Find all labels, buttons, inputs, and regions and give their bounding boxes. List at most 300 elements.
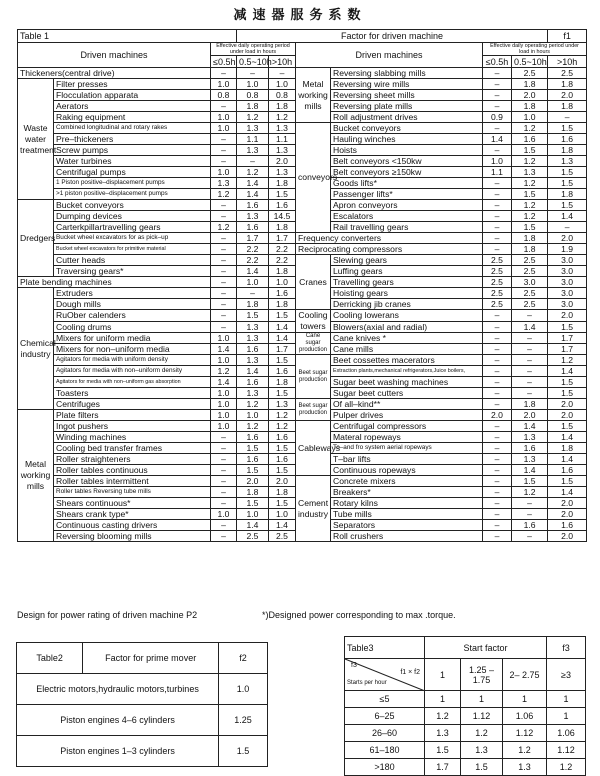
factor-value: 2.0 xyxy=(269,156,296,167)
factor-value: – xyxy=(211,156,237,167)
factor-value: – xyxy=(512,498,548,509)
factor-value: 1.0 xyxy=(483,156,512,167)
machine-name: Blowers(axial and radial) xyxy=(331,321,483,333)
table3-label: Table3 xyxy=(345,637,425,659)
factor-value: 1.3 xyxy=(512,167,548,178)
machine-name: Centrifugal pumps xyxy=(54,167,211,178)
factor-value: – xyxy=(211,310,237,322)
diag-starts: Starts per hour xyxy=(347,680,387,686)
factor-value: 2.0 xyxy=(512,90,548,101)
machine-name: Extraction plants,mechanical refrigerators,Juice boilers, xyxy=(331,366,483,377)
category-label: Cane sugar production xyxy=(296,333,331,355)
factor-value: 1.5 xyxy=(548,388,587,399)
factor-value: 1.3 xyxy=(512,432,548,443)
table3-col: 1 xyxy=(425,659,461,691)
factor-value: 1.7 xyxy=(237,233,269,244)
factor-value: 2.5 xyxy=(512,68,548,79)
factor-value: – xyxy=(483,90,512,101)
factor-value: 1.2 xyxy=(211,366,237,377)
machine-name: Hauling winches xyxy=(331,134,483,145)
factor-value: – xyxy=(483,68,512,79)
machine-name: Combined longitudinal and rotary rakes xyxy=(54,123,211,134)
table-row xyxy=(345,725,586,742)
note-design-power: Design for power rating of driven machine P2 xyxy=(17,610,198,620)
machine-name: Tube mills xyxy=(331,509,483,520)
factor-value: 1.5 xyxy=(269,310,296,322)
machine-name: Dumping devices xyxy=(54,211,211,222)
machine-name: Winding machines xyxy=(54,432,211,443)
factor-value: 1.2 xyxy=(211,189,237,200)
category-label: Beet sugar production xyxy=(296,355,331,399)
factor-value: 1.2 xyxy=(512,123,548,134)
table-row xyxy=(18,421,587,432)
factor-value: 1.4 xyxy=(512,421,548,432)
machine-name: Hoists xyxy=(331,145,483,156)
factor-value: 2.5 xyxy=(512,288,548,299)
driven-machine-factor-table xyxy=(17,29,587,542)
table3-f: f3 xyxy=(547,637,586,659)
factor-value: 1.5 xyxy=(512,145,548,156)
factor-value: 1.3 xyxy=(512,454,548,465)
factor-value: – xyxy=(483,443,512,454)
table3-title: Start factor xyxy=(425,637,547,659)
start-factor-value: 1.2 xyxy=(547,759,586,776)
machine-name: Reciprocating compressors xyxy=(296,244,483,255)
factor-value: 1.4 xyxy=(237,178,269,189)
factor-value: – xyxy=(483,310,512,322)
note-max-torque: *)Designed power corresponding to max .torque. xyxy=(262,610,456,620)
factor-value: – xyxy=(548,112,587,123)
factor-value: 1.5 xyxy=(269,465,296,476)
factor-value: 1.8 xyxy=(237,299,269,310)
machine-name: Roller straighteners xyxy=(54,454,211,465)
factor-value: 1.2 xyxy=(237,421,269,432)
machine-name: Bucket wheel excavators for primitive material xyxy=(54,244,211,255)
factor-value: – xyxy=(211,432,237,443)
machine-name: Reversing sheet mills xyxy=(331,90,483,101)
machine-name: Escalators xyxy=(331,211,483,222)
factor-value: 1.5 xyxy=(269,498,296,509)
machine-name: Cutter heads xyxy=(54,255,211,266)
machine-name: Roll adjustment drives xyxy=(331,112,483,123)
factor-value: 1.8 xyxy=(548,443,587,454)
factor-value: – xyxy=(483,189,512,200)
start-factor-value: 1 xyxy=(503,691,547,708)
factor-value: – xyxy=(211,266,237,277)
factor-value: 1.6 xyxy=(548,465,587,476)
table-row xyxy=(18,123,587,134)
machine-name: Goods lifts* xyxy=(331,178,483,189)
factor-value: 1.0 xyxy=(237,410,269,421)
factor-value: 3.0 xyxy=(548,299,587,310)
factor-value: 1.4 xyxy=(269,333,296,344)
machine-name: Beet cossettes macerators xyxy=(331,355,483,366)
machine-name: Toasters xyxy=(54,388,211,399)
factor-value: 3.0 xyxy=(548,255,587,266)
factor-value: 2.5 xyxy=(548,68,587,79)
col-hours: ≤0.5h xyxy=(211,56,237,68)
machine-name: Derricking jib cranes xyxy=(331,299,483,310)
machine-name: Agitators for media with non–uniform density xyxy=(54,366,211,377)
factor-value: 1.7 xyxy=(548,344,587,355)
factor-value: 1.0 xyxy=(211,333,237,344)
machine-name: Cooling lowerans xyxy=(331,310,483,322)
factor-value: 1.6 xyxy=(269,454,296,465)
factor-value: 1.8 xyxy=(512,399,548,410)
start-factor-value: 1.2 xyxy=(503,742,547,759)
machine-name: Luffing gears xyxy=(331,266,483,277)
factor-value: 1.5 xyxy=(269,388,296,399)
machine-name: Roller tables Reversing tube mills xyxy=(54,487,211,498)
machine-name: Passenger lifts* xyxy=(331,189,483,200)
factor-value: 1.0 xyxy=(211,388,237,399)
factor-value: 1.0 xyxy=(211,79,237,90)
table-row xyxy=(18,310,587,322)
factor-value: 1.6 xyxy=(548,134,587,145)
machine-name: Frequency converters xyxy=(296,233,483,244)
factor-value: 1.5 xyxy=(512,189,548,200)
factor-value: 1.4 xyxy=(269,321,296,333)
factor-value: 1.5 xyxy=(237,443,269,454)
factor-value: 1.8 xyxy=(548,145,587,156)
factor-value: 2.2 xyxy=(269,244,296,255)
factor-value: 1.0 xyxy=(211,410,237,421)
factor-value: – xyxy=(269,68,296,79)
machine-name: Dough mills xyxy=(54,299,211,310)
factor-value: 1.4 xyxy=(483,134,512,145)
machine-name: Flocculation apparata xyxy=(54,90,211,101)
factor-value: 2.0 xyxy=(548,90,587,101)
factor-value: 1.8 xyxy=(269,101,296,112)
factor-value: – xyxy=(483,355,512,366)
machine-name: Hoisting gears xyxy=(331,288,483,299)
prime-mover-factor: 1.5 xyxy=(219,736,268,767)
factor-value: 1.5 xyxy=(548,476,587,487)
factor-value: 1.7 xyxy=(269,344,296,355)
machine-name: Ingot pushers xyxy=(54,421,211,432)
machine-name: Agitators for media with non–uniform gas absorption xyxy=(54,377,211,388)
factor-value: – xyxy=(483,377,512,388)
machine-name: Centrifuges xyxy=(54,399,211,410)
factor-value: 1.6 xyxy=(237,432,269,443)
factor-value: 2.5 xyxy=(483,277,512,288)
factor-value: 1.3 xyxy=(237,145,269,156)
factor-value: 1.4 xyxy=(548,366,587,377)
machine-name: Agitators for media with uniform density xyxy=(54,355,211,366)
factor-value: 1.6 xyxy=(269,432,296,443)
factor-value: – xyxy=(237,68,269,79)
factor-value: 1.3 xyxy=(269,167,296,178)
table1-title: Factor for driven machine xyxy=(237,30,548,43)
factor-value: 2.0 xyxy=(548,310,587,322)
machine-name: Bucket wheel excavators for as pick–up xyxy=(54,233,211,244)
factor-value: 2.0 xyxy=(483,410,512,421)
machine-name: Mixers for non–uniform media xyxy=(54,344,211,355)
factor-value: 1.6 xyxy=(512,443,548,454)
factor-value: 1.4 xyxy=(269,520,296,531)
factor-value: 2.2 xyxy=(237,255,269,266)
factor-value: 1.4 xyxy=(211,377,237,388)
factor-value: – xyxy=(237,156,269,167)
factor-value: 1.7 xyxy=(269,233,296,244)
factor-value: 1.5 xyxy=(512,222,548,233)
machine-name: Slewing gears xyxy=(331,255,483,266)
machine-name: Bucket conveyors xyxy=(331,123,483,134)
table3-corner xyxy=(345,659,425,691)
table-row xyxy=(18,68,587,79)
factor-value: 1.0 xyxy=(269,509,296,520)
factor-value: 2.5 xyxy=(483,288,512,299)
factor-value: 1.3 xyxy=(548,156,587,167)
factor-value: 1.4 xyxy=(512,465,548,476)
factor-value: – xyxy=(237,288,269,299)
start-factor-value: 1.3 xyxy=(503,759,547,776)
factor-value: 1.4 xyxy=(512,321,548,333)
factor-value: 1.3 xyxy=(237,211,269,222)
factor-value: 1.3 xyxy=(237,333,269,344)
factor-value: – xyxy=(512,344,548,355)
table3-col: ≥3 xyxy=(547,659,586,691)
table-row xyxy=(17,736,268,767)
machine-name: Reversing blooming mills xyxy=(54,531,211,542)
factor-value: 1.0 xyxy=(237,277,269,288)
factor-value: 1.3 xyxy=(269,123,296,134)
machine-name: Traversing gears* xyxy=(54,266,211,277)
factor-value: – xyxy=(512,531,548,542)
factor-value: 1.5 xyxy=(548,321,587,333)
start-factor-value: 1.06 xyxy=(547,725,586,742)
category-label: Metal working mills xyxy=(18,410,54,542)
machine-name: >1 piston positive–displacement pumps xyxy=(54,189,211,200)
factor-value: 1.2 xyxy=(269,112,296,123)
factor-value: 1.5 xyxy=(237,465,269,476)
machine-name: Sugar beet washing machines xyxy=(331,377,483,388)
factor-value: 1.0 xyxy=(211,509,237,520)
machine-name: Plate bending machines xyxy=(18,277,211,288)
factor-value: 1.8 xyxy=(237,101,269,112)
start-factor-value: 1 xyxy=(547,691,586,708)
diag-f1f2: f1 × f2 xyxy=(400,669,420,676)
machine-name: Roll crushers xyxy=(331,531,483,542)
factor-value: – xyxy=(211,244,237,255)
machine-name: 1 Piston positive–displacement pumps xyxy=(54,178,211,189)
start-factor-value: 1.2 xyxy=(425,708,461,725)
factor-value: 2.2 xyxy=(269,255,296,266)
factor-value: 1.1 xyxy=(483,167,512,178)
factor-value: – xyxy=(512,509,548,520)
factor-value: 1.3 xyxy=(237,388,269,399)
factor-value: 2.0 xyxy=(512,410,548,421)
factor-value: 1.8 xyxy=(269,377,296,388)
factor-value: 1.2 xyxy=(269,421,296,432)
factor-value: – xyxy=(483,476,512,487)
factor-value: 1.7 xyxy=(548,333,587,344)
machine-name: Continuous casting drivers xyxy=(54,520,211,531)
factor-value: 1.2 xyxy=(237,399,269,410)
factor-value: 1.2 xyxy=(512,211,548,222)
factor-value: 2.0 xyxy=(548,399,587,410)
factor-value: 1.8 xyxy=(512,101,548,112)
factor-value: 1.8 xyxy=(512,79,548,90)
start-factor-value: 1.5 xyxy=(425,742,461,759)
factor-value: 1.6 xyxy=(269,200,296,211)
factor-value: – xyxy=(211,200,237,211)
factor-value: 1.3 xyxy=(269,399,296,410)
table1-f: f1 xyxy=(548,30,587,43)
factor-value: 1.2 xyxy=(211,222,237,233)
col-hours: 0.5~10h xyxy=(512,56,548,68)
factor-value: 1.5 xyxy=(548,377,587,388)
factor-value: 1.3 xyxy=(211,178,237,189)
start-factor-value: 1.12 xyxy=(547,742,586,759)
factor-value: – xyxy=(211,465,237,476)
start-factor-value: 1.5 xyxy=(461,759,503,776)
factor-value: 1.8 xyxy=(548,101,587,112)
starts-per-hour: 61–180 xyxy=(345,742,425,759)
factor-value: 1.6 xyxy=(237,200,269,211)
category-label: Chemical industry xyxy=(18,288,54,410)
factor-value: 1.2 xyxy=(512,487,548,498)
table-row xyxy=(345,691,586,708)
factor-value: – xyxy=(483,101,512,112)
machine-name: Cane mills xyxy=(331,344,483,355)
factor-value: 1.6 xyxy=(269,288,296,299)
table-row xyxy=(17,674,268,705)
factor-value: – xyxy=(483,366,512,377)
factor-value: – xyxy=(483,244,512,255)
factor-value: 1.0 xyxy=(269,277,296,288)
eff-header-right: Effective daily operating period under load in hours xyxy=(483,43,587,56)
factor-value: 1.4 xyxy=(237,520,269,531)
table-row xyxy=(18,255,587,266)
col-hours: 0.5~10h xyxy=(237,56,269,68)
factor-value: 0.8 xyxy=(269,90,296,101)
factor-value: – xyxy=(211,211,237,222)
category-label: Waste water treatment xyxy=(18,79,54,200)
factor-value: 1.5 xyxy=(548,123,587,134)
table-row xyxy=(17,705,268,736)
category-label: Beet sugar production xyxy=(296,399,331,421)
factor-value: – xyxy=(211,101,237,112)
machine-name: Shears crank type* xyxy=(54,509,211,520)
machine-name: Filter presses xyxy=(54,79,211,90)
machine-name: Reversing plate mills xyxy=(331,101,483,112)
machine-name: Bucket conveyors xyxy=(54,200,211,211)
table-row xyxy=(18,244,587,255)
factor-value: 1.5 xyxy=(548,421,587,432)
factor-value: – xyxy=(483,388,512,399)
machine-name: Cooling bed transfer frames xyxy=(54,443,211,454)
factor-value: 1.8 xyxy=(269,487,296,498)
machine-name: Rail travelling gears xyxy=(331,222,483,233)
factor-value: – xyxy=(512,366,548,377)
machine-name: Apron conveyors xyxy=(331,200,483,211)
factor-value: – xyxy=(483,487,512,498)
starts-per-hour: ≤5 xyxy=(345,691,425,708)
category-label: Cableways xyxy=(296,421,331,476)
factor-value: 14.5 xyxy=(269,211,296,222)
factor-value: 2.2 xyxy=(237,244,269,255)
table2-title: Factor for prime mover xyxy=(83,643,219,674)
start-factor-value: 1.12 xyxy=(461,708,503,725)
category-label: Metal working mills xyxy=(296,68,331,123)
category-label: Cranes xyxy=(296,255,331,310)
factor-value: 1.0 xyxy=(211,123,237,134)
machine-name: Roller tables continuous xyxy=(54,465,211,476)
factor-value: 2.5 xyxy=(483,299,512,310)
machine-name: Sugar beet cutters xyxy=(331,388,483,399)
factor-value: – xyxy=(483,233,512,244)
factor-value: 2.5 xyxy=(483,255,512,266)
factor-value: – xyxy=(512,377,548,388)
prime-mover-factor: 1.0 xyxy=(219,674,268,705)
table-row xyxy=(345,742,586,759)
factor-value: – xyxy=(483,498,512,509)
category-label: conveyors xyxy=(296,123,331,233)
factor-value: 1.6 xyxy=(512,134,548,145)
table2-label: Table2 xyxy=(17,643,83,674)
col-hours: >10h xyxy=(548,56,587,68)
machine-name: Materal ropeways xyxy=(331,432,483,443)
factor-value: 1.8 xyxy=(548,189,587,200)
factor-value: 1.0 xyxy=(211,167,237,178)
machine-name: Travelling gears xyxy=(331,277,483,288)
machine-name: Cooling drums xyxy=(54,321,211,333)
factor-value: – xyxy=(483,333,512,344)
factor-value: – xyxy=(483,465,512,476)
machine-name: Belt conveyors ≥150kw xyxy=(331,167,483,178)
machine-name: Raking equipment xyxy=(54,112,211,123)
factor-value: 1.3 xyxy=(269,145,296,156)
factor-value: – xyxy=(483,344,512,355)
factor-value: 1.5 xyxy=(269,189,296,200)
machine-name: Pulper drives xyxy=(331,410,483,421)
factor-value: 2.0 xyxy=(548,509,587,520)
factor-value: 0.9 xyxy=(483,112,512,123)
factor-value: 1.2 xyxy=(237,112,269,123)
factor-value: 1.8 xyxy=(269,266,296,277)
machine-name: T–bar lifts xyxy=(331,454,483,465)
factor-value: – xyxy=(211,134,237,145)
factor-value: 1.5 xyxy=(269,443,296,454)
factor-value: – xyxy=(483,145,512,156)
prime-mover-name: Piston engines 4–6 cylinders xyxy=(17,705,219,736)
factor-value: – xyxy=(211,520,237,531)
col-hours: ≤0.5h xyxy=(483,56,512,68)
start-factor-value: 1.06 xyxy=(503,708,547,725)
table3-col: 1.25 –1.75 xyxy=(461,659,503,691)
factor-value: 2.5 xyxy=(512,299,548,310)
machine-name: Water turbines xyxy=(54,156,211,167)
factor-value: 1.0 xyxy=(211,112,237,123)
factor-value: 1.4 xyxy=(548,211,587,222)
start-factor-table xyxy=(344,636,586,776)
machine-name: Mixers for uniform media xyxy=(54,333,211,344)
factor-value: – xyxy=(483,421,512,432)
table-row xyxy=(18,355,587,366)
factor-value: – xyxy=(211,321,237,333)
machine-name: Aerators xyxy=(54,101,211,112)
machine-name: Pre–thickeners xyxy=(54,134,211,145)
factor-value: 1.5 xyxy=(237,310,269,322)
machine-name: Rotary kilns xyxy=(331,498,483,509)
start-factor-value: 1.3 xyxy=(425,725,461,742)
factor-value: 1.8 xyxy=(269,178,296,189)
factor-value: 1.6 xyxy=(512,520,548,531)
factor-value: 1.3 xyxy=(237,321,269,333)
prime-mover-factor: 1.25 xyxy=(219,705,268,736)
factor-value: – xyxy=(512,355,548,366)
